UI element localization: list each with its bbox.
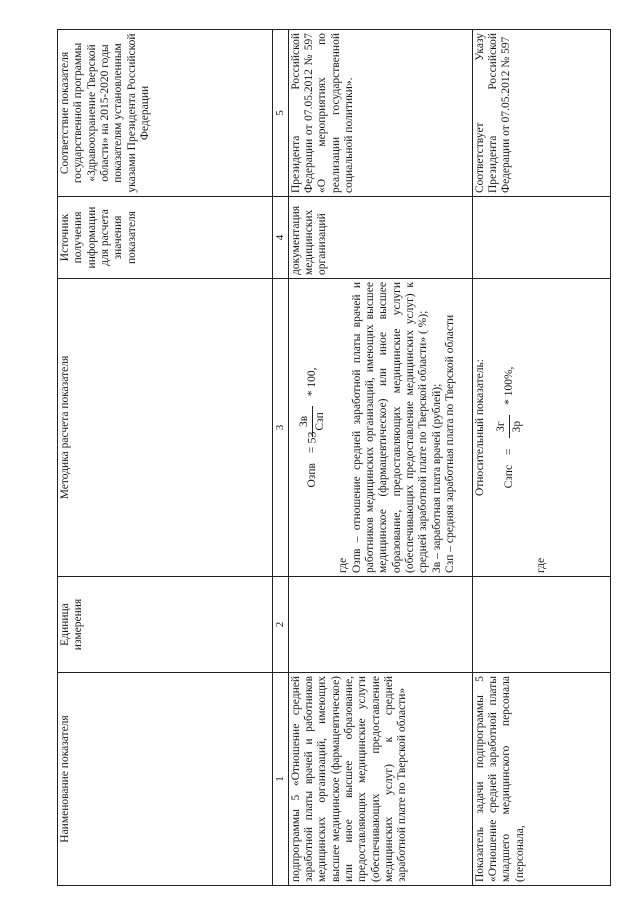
method-intro: Относительный показатель: xyxy=(473,359,486,496)
rotated-table-stage xyxy=(57,30,611,886)
formula-lhs: Озпв xyxy=(305,463,318,488)
info-source: документация медицинских организаций xyxy=(288,197,472,279)
header-row xyxy=(58,30,273,886)
header-name: Наименование показателя xyxy=(58,673,273,886)
column-number: 5 xyxy=(273,30,289,197)
indicator-name: Показатель задачи подпрограммы 5 «Отношение средней заработной платы младшего медицинского персонала (персонала, xyxy=(472,673,610,886)
formula-numerator: Зг xyxy=(495,421,508,432)
table-row xyxy=(472,30,610,886)
calculation-method xyxy=(288,279,472,577)
indicator-unit xyxy=(288,577,472,673)
header-unit: Единица измерения xyxy=(58,577,273,673)
calculation-method xyxy=(472,279,610,577)
decree-compliance: Соответствует Указу Президента Российской Федерации от 07.05.2012 № 597 xyxy=(472,30,610,197)
definition-line: Озпв – отношение средней заработной платы врачей и работников медицинских организаций, имеющих высшее медицинское (фармацевтическое) или иное высшее образование, предоставляющих медицинские услуги (обеспечивающих предоставление медицинских услуг) к средней заработной плате по Тверской области» ( %); xyxy=(350,282,430,573)
definition-line: Сзп – средняя заработная плата по Тверской области xyxy=(444,314,457,573)
header-compliance: Соответствие показателя государственной программы «Здравоохранение Тверской области» на 2015-2020 годы показателям установленным указами Президента Российской Федерации xyxy=(58,30,273,197)
header-source: Источник получения информации для расчета значения показателя xyxy=(58,197,273,279)
formula-tail: * 100%, xyxy=(503,366,516,405)
formula-fraction xyxy=(495,415,525,439)
formula-eq: = xyxy=(305,446,318,454)
formula-denominator: Сзп xyxy=(312,406,327,436)
formula-eq: = xyxy=(503,448,516,455)
formula-lhs: Сзпс xyxy=(503,464,516,489)
definition-line: Зв – заработная плата врачей (рублей); xyxy=(430,383,443,573)
where-label: где xyxy=(534,557,547,573)
where-label: где xyxy=(337,557,350,573)
formula-numerator: Зв xyxy=(297,415,310,428)
indicator-unit xyxy=(472,577,610,673)
column-number-row xyxy=(273,30,289,886)
header-method: Методика расчета показателя xyxy=(58,279,273,577)
indicator-name: подпрограммы 5 «Отношение средней заработной платы врачей и работников медицинских организаций, имеющих высшее медицинское (фармацевтическое) или иное высшее образование, предоставляющих медицинские услуги (обеспечивающих предоставление медицинских услуг) к средней заработной плате по Тверской области» xyxy=(288,673,472,886)
page-number: 53 xyxy=(304,431,319,444)
column-number: 4 xyxy=(273,197,289,279)
formula-tail: * 100, xyxy=(305,367,318,397)
column-number: 3 xyxy=(273,279,289,577)
column-number: 1 xyxy=(273,673,289,886)
decree-compliance: Президента Российской Федерации от 07.05.2012 № 597 «О мероприятиях по реализации государственной социальной политики». xyxy=(288,30,472,197)
formula-fraction xyxy=(298,406,328,436)
info-source xyxy=(472,197,610,279)
column-number: 2 xyxy=(273,577,289,673)
formula xyxy=(298,282,328,573)
table-row xyxy=(288,30,472,886)
indicator-table xyxy=(57,29,611,886)
formula-denominator: Зр xyxy=(509,415,524,439)
formula xyxy=(495,282,525,573)
